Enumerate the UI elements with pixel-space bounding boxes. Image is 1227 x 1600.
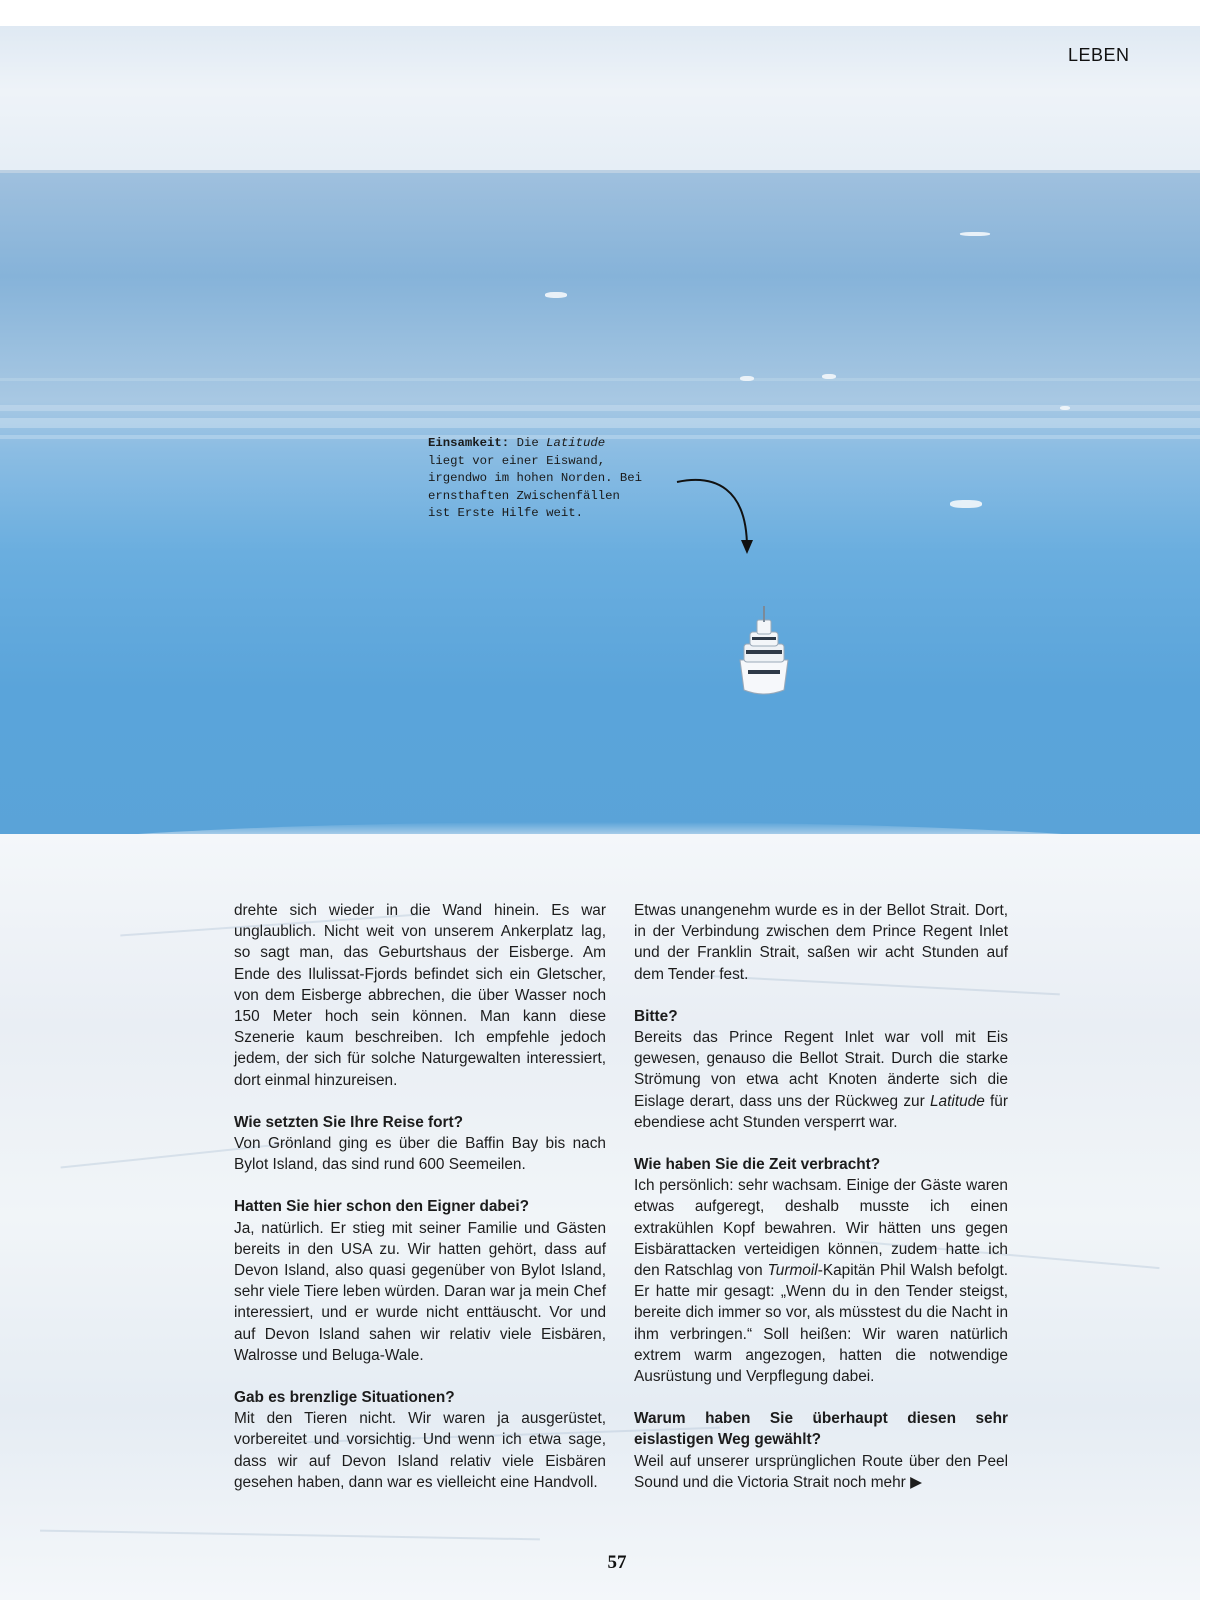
caption-arrow-icon bbox=[675, 468, 765, 560]
caption-line: ist Erste Hilfe weit. bbox=[428, 506, 583, 520]
answer: Mit den Tieren nicht. Wir waren ja ausgerüstet, vorbereitet und vorsichtig. Und wenn ich etwa sage, dass wir auf Devon Island relativ viele Eisbären gesehen haben, dann war es vielleicht eine Handvoll. bbox=[234, 1410, 606, 1491]
question: Wie setzten Sie Ihre Reise fort? bbox=[234, 1113, 464, 1131]
page-number: 57 bbox=[607, 1552, 627, 1573]
question: Hatten Sie hier schon den Eigner dabei? bbox=[234, 1198, 530, 1216]
sky bbox=[0, 26, 1200, 170]
caption-ship-name: Latitude bbox=[546, 436, 606, 450]
article-column-right bbox=[634, 900, 1008, 1514]
ship-name: Latitude bbox=[930, 1092, 985, 1110]
caption-line: irgendwo im hohen Norden. Bei bbox=[428, 471, 643, 485]
answer: -Kapitän Phil Walsh befolgt. Er hatte mir gesagt: „Wenn du in den Tender steigst, bereite dich immer so vor, als müsstest du die Nacht in ihm verbringen.“ Soll heißen: Wir waren natürlich extrem warm angezogen, hatten die notwendige Ausrüstung und Verpflegung dabei. bbox=[634, 1262, 1008, 1386]
qa-block bbox=[234, 1387, 606, 1493]
answer: Weil auf unserer ursprünglichen Route über den Peel Sound und die Victoria Strait noch mehr bbox=[634, 1452, 1008, 1491]
continue-arrow-icon: ▶ bbox=[910, 1473, 922, 1491]
caption-line: ernsthaften Zwischenfällen bbox=[428, 488, 620, 503]
answer: Bereits das Prince Regent Inlet war voll mit Eis gewesen, genauso die Bellot Strait. Durch die starke Strömung von etwa acht Knoten änderte sich die Eislage derart, dass uns der Rückweg zur bbox=[634, 1029, 1008, 1110]
answer: Ja, natürlich. Er stieg mit seiner Familie und Gästen bereits in den USA zu. Wir hatten gehört, dass auf Devon Island, also quasi gegenüber von Bylot Island, sehr viele Tiere leben würden. Daran war ja mein Chef interessiert, und er wurde nicht enttäuscht. Vor und auf Devon Island sahen wir relativ viele Eisbären, Walrosse und Beluga-Wale. bbox=[234, 1219, 606, 1364]
answer: Von Grönland ging es über die Baffin Bay bis nach Bylot Island, das sind rund 600 Seemeilen. bbox=[234, 1135, 606, 1174]
caption-text: Die bbox=[509, 436, 547, 450]
photo-caption bbox=[428, 435, 668, 523]
paragraph: drehte sich wieder in die Wand hinein. Es war unglaublich. Nicht weit von unserem Ankerplatz lag, so sagt man, das Geburtshaus der Eisberge. Am Ende des Ilulissat-Fjords befindet sich ein Gletscher, von dem Eisberge abbrechen, die über Wasser noch 150 Meter hoch sein können. Man kann diese Szenerie kaum beschreiben. Ich empfehle jedoch jedem, der sich für solche Naturgewalten interessiert, dort einmal hinzureisen. bbox=[234, 902, 606, 1089]
question: Wie haben Sie die Zeit verbracht? bbox=[634, 1156, 881, 1174]
yacht-image bbox=[732, 604, 796, 700]
caption-lead: Einsamkeit: bbox=[428, 436, 510, 450]
qa-block bbox=[234, 1196, 606, 1366]
answer: für ebendiese acht Stunden versperrt war. bbox=[634, 1092, 1008, 1131]
paragraph: Etwas unangenehm wurde es in der Bellot Strait. Dort, in der Verbindung zwischen dem Prince Regent Inlet und der Franklin Strait, saßen wir acht Stunden auf dem Tender fest. bbox=[634, 902, 1008, 983]
article-column-left bbox=[234, 900, 606, 1514]
question: Bitte? bbox=[634, 1007, 678, 1025]
caption-line: liegt vor einer Eiswand, bbox=[428, 453, 606, 468]
section-label: LEBEN bbox=[1068, 45, 1130, 65]
qa-block bbox=[634, 1006, 1008, 1133]
answer: Ich persönlich: sehr wachsam. Einige der Gäste waren etwas aufgeregt, deshalb musste ich einen extrakühlen Kopf bewahren. Wir hätten uns gegen Eisbärattacken verteidigen können, zudem hatte ich den Ratschlag von bbox=[634, 1177, 1008, 1280]
qa-block bbox=[234, 1112, 606, 1176]
question: Warum haben Sie überhaupt diesen sehr eislastigen Weg gewählt? bbox=[634, 1410, 1008, 1449]
qa-block bbox=[634, 1408, 1008, 1493]
question: Gab es brenzlige Situationen? bbox=[234, 1389, 455, 1407]
qa-block bbox=[634, 1154, 1008, 1387]
ship-name: Turmoil bbox=[767, 1262, 818, 1280]
